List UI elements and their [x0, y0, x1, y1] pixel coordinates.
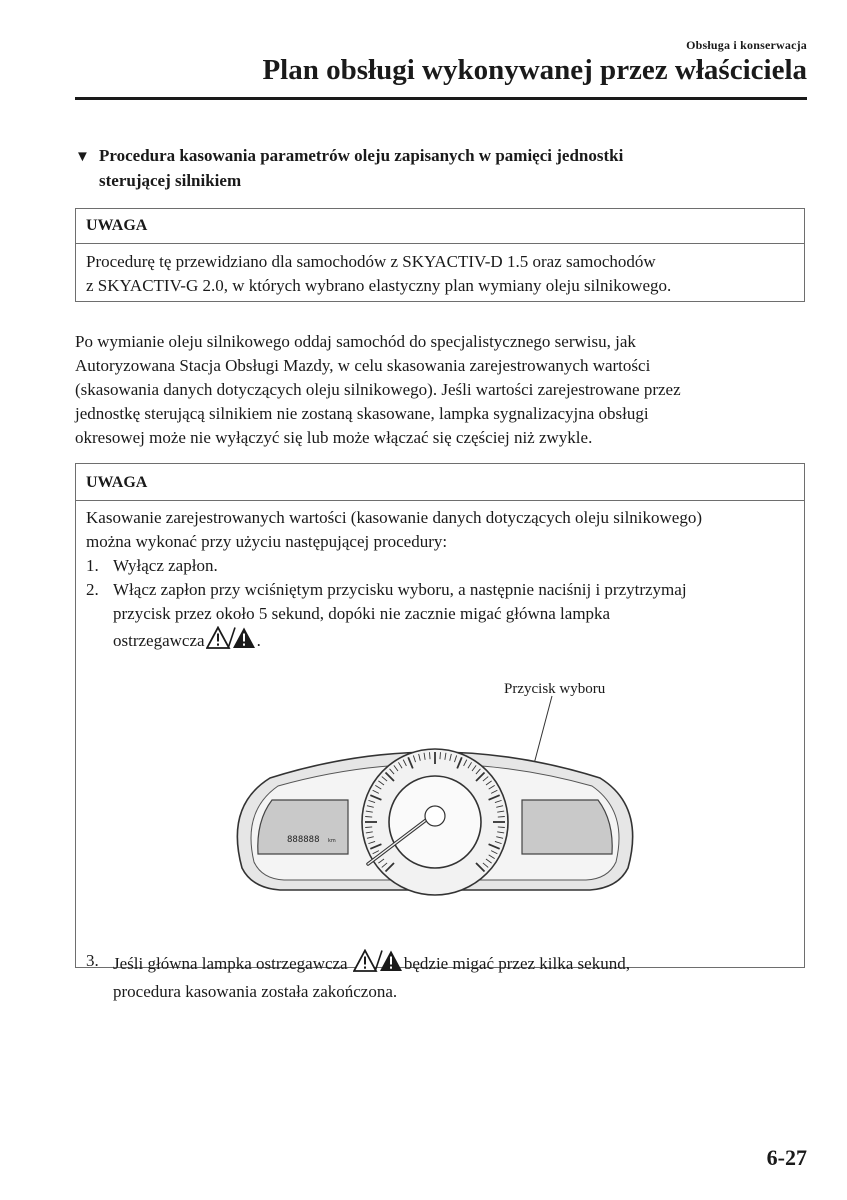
step-text-part: Jeśli główna lampka ostrzegawcza: [113, 954, 348, 973]
note-body: [76, 244, 804, 304]
section-label: Obsługa i konserwacja: [686, 38, 807, 52]
note-label: UWAGA: [76, 464, 804, 501]
step-text-last: [113, 626, 794, 657]
note-line: Procedurę tę przewidziano dla samochodów z SKYACTIV-D 1.5 oraz samochodów: [86, 252, 656, 271]
step-text: [113, 949, 630, 980]
select-button-callout: Przycisk wyboru: [504, 681, 606, 697]
step-text: Włącz zapłon przy wciśniętym przycisku wyboru, a następnie naciśnij i przytrzymaj: [113, 580, 687, 599]
step-number: 2.: [86, 580, 99, 599]
tachometer-tick: [498, 827, 505, 828]
procedure-heading-line2: sterującej silnikiem: [99, 171, 242, 190]
step-number: 1.: [86, 556, 99, 575]
paragraph-line: Po wymianie oleju silnikowego oddaj samochód do specjalistycznego serwisu, jak: [75, 332, 636, 351]
note-box-1: [75, 208, 805, 302]
step-number: 3.: [86, 951, 99, 970]
right-display: [522, 800, 612, 854]
page-title: Plan obsługi wykonywanej przez właściciela: [262, 54, 807, 86]
tachometer-tick: [365, 817, 372, 818]
step-2: [86, 578, 794, 657]
procedure-heading: [75, 144, 775, 193]
callout-leader-line: [534, 696, 552, 764]
step-text-part: będzie migać przez kilka sekund,: [403, 954, 630, 973]
master-warning-icon: [353, 949, 403, 980]
tachometer-tick: [365, 827, 372, 828]
title-divider: [75, 97, 807, 100]
note-intro-line: Kasowanie zarejestrowanych wartości (kasowanie danych dotyczących oleju silnikowego): [86, 508, 703, 527]
step-text: przycisk przez około 5 sekund, dopóki nie zacznie migać główna lampka: [113, 604, 611, 623]
paragraph-line: okresowej może nie wyłączyć się lub może włączać się częściej niż zwykle.: [75, 428, 593, 447]
note-line: z SKYACTIV-G 2.0, w których wybrano elastyczny plan wymiany oleju silnikowego.: [86, 276, 672, 295]
note-intro-line: można wykonać przy użyciu następującej procedury:: [86, 532, 448, 551]
tachometer-tick: [440, 752, 441, 759]
step-3: [86, 949, 630, 1004]
tachometer-tick: [498, 817, 505, 818]
step-text-end: .: [256, 631, 261, 650]
left-display: [258, 800, 348, 854]
step-1: [86, 554, 794, 578]
triangle-marker-icon: ▼: [75, 149, 90, 165]
paragraph-line: Autoryzowana Stacja Obsługi Mazdy, w celu skasowania zarejestrowanych wartości: [75, 356, 651, 375]
needle-hub: [425, 806, 445, 826]
step-text: ostrzegawcza: [113, 631, 205, 650]
note-label: UWAGA: [76, 209, 804, 244]
page-number: 6-27: [766, 1145, 807, 1170]
procedure-heading-line1: Procedura kasowania parametrów oleju zapisanych w pamięci jednostki: [99, 146, 624, 165]
tachometer-tick: [430, 752, 431, 759]
master-warning-icon: [206, 626, 256, 657]
body-paragraph: [75, 330, 815, 450]
paragraph-line: (skasowania danych dotyczących oleju silnikowego). Jeśli wartości zarejestrowane przez: [75, 380, 681, 399]
step-text: procedura kasowania została zakończona.: [113, 982, 398, 1001]
odometer-unit: km: [328, 838, 336, 844]
odometer-reading: 888888: [287, 835, 320, 845]
step-text: Wyłącz zapłon.: [113, 556, 218, 575]
paragraph-line: jednostkę sterującą silnikiem nie zostaną skasowane, lampka sygnalizacyjna obsługi: [75, 404, 649, 423]
instrument-cluster-figure: [230, 676, 640, 906]
